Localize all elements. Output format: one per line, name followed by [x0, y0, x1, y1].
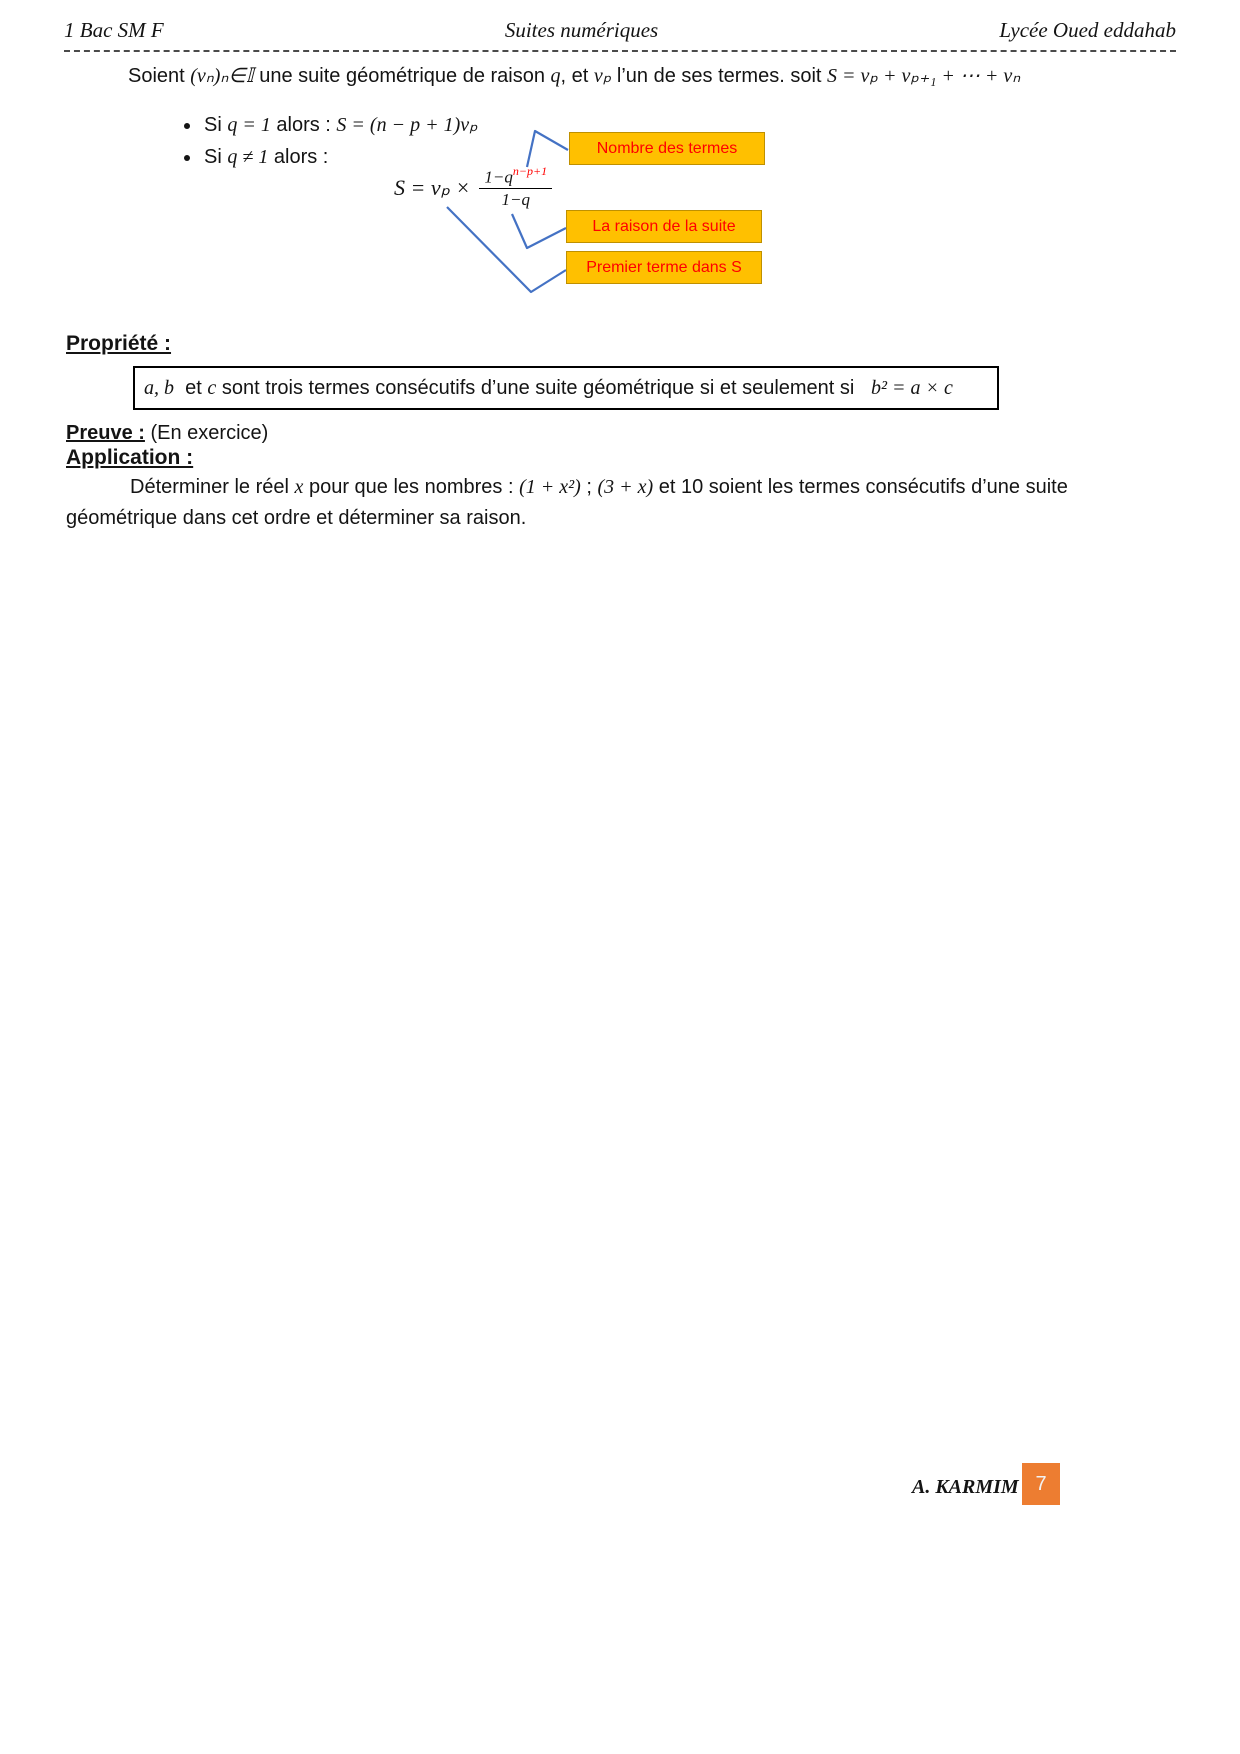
propriete-heading: Propriété : [66, 332, 172, 355]
application-text: Déterminer le réel [130, 476, 295, 498]
formula-denominator: 1−q [501, 190, 530, 210]
intro-text: , et [560, 65, 594, 87]
formula-exponent: n−p+1 [512, 164, 548, 178]
connector-nombre-des-termes [527, 131, 568, 167]
header-class-label: 1 Bac SM F [64, 18, 164, 42]
intro-paragraph [128, 62, 1138, 90]
author-signature: A. KARMIM [912, 1476, 1019, 1498]
propriete-box [133, 366, 999, 410]
intro-term-symbol: vₚ [593, 65, 612, 87]
formula-fraction [479, 166, 552, 210]
formula-lhs: S = vₚ × [394, 174, 471, 200]
application-heading: Application : [66, 446, 194, 469]
callout-nombre-des-termes: Nombre des termes [569, 132, 765, 165]
bullet-condition: q = 1 [227, 114, 271, 136]
prop-math-ab: a, b [144, 376, 174, 399]
connector-premier-terme [447, 207, 566, 292]
bullet-condition: q ≠ 1 [227, 146, 269, 168]
intro-ratio-symbol: q [550, 65, 561, 87]
application-paragraph [66, 472, 1080, 534]
application-math-term2: (3 + x) [597, 476, 654, 498]
formula-numerator [479, 166, 552, 189]
application-text: pour que les nombres : [303, 476, 520, 498]
application-math-term1: (1 + x²) [519, 476, 581, 498]
preuve-text: (En exercice) [144, 422, 269, 444]
header-school-name: Lycée Oued eddahab [999, 18, 1176, 42]
formula-numerator-base: 1−q [484, 167, 513, 187]
intro-sum-formula: S = vₚ + vₚ₊₁ + ⋯ + vₙ [827, 65, 1021, 87]
bullet-text: alors : [268, 146, 329, 168]
connector-raison-suite [512, 214, 566, 248]
bullet-text: Si [204, 146, 228, 168]
geometric-sum-formula [394, 166, 552, 210]
preuve-label: Preuve : [66, 422, 145, 444]
application-text: ; [580, 476, 598, 498]
prop-text: et [174, 376, 208, 399]
prop-math-equivalence: b² = a × c [871, 376, 953, 399]
prop-math-c: c [207, 376, 217, 399]
callout-raison-de-la-suite: La raison de la suite [566, 210, 762, 243]
intro-sequence-notation: (vₙ)ₙ∈𝕀 [190, 65, 254, 87]
prop-text: sont trois termes consécutifs d’une suite géométrique si et seulement si [216, 376, 872, 399]
intro-text: Soient [128, 65, 191, 87]
bullet-text: Si [204, 114, 228, 136]
bullet-formula: S = (n − p + 1)vₚ [336, 114, 478, 136]
application-text: et 10 soient les termes consécutifs d’une suite géométrique dans cet ordre et déterminer sa raison. [66, 476, 1068, 529]
intro-text: une suite géométrique de raison [253, 65, 551, 87]
callout-premier-terme: Premier terme dans S [566, 251, 762, 284]
header-chapter-title: Suites numériques [504, 18, 659, 42]
application-math-x: x [294, 476, 304, 498]
bullet-text: alors : [270, 114, 337, 136]
page-header [64, 18, 1176, 52]
intro-text: l’un de ses termes. soit [611, 65, 828, 87]
preuve-line [66, 422, 268, 445]
bullet-case-q-equal-1 [202, 112, 478, 137]
page-number-badge: 7 [1022, 1463, 1060, 1505]
